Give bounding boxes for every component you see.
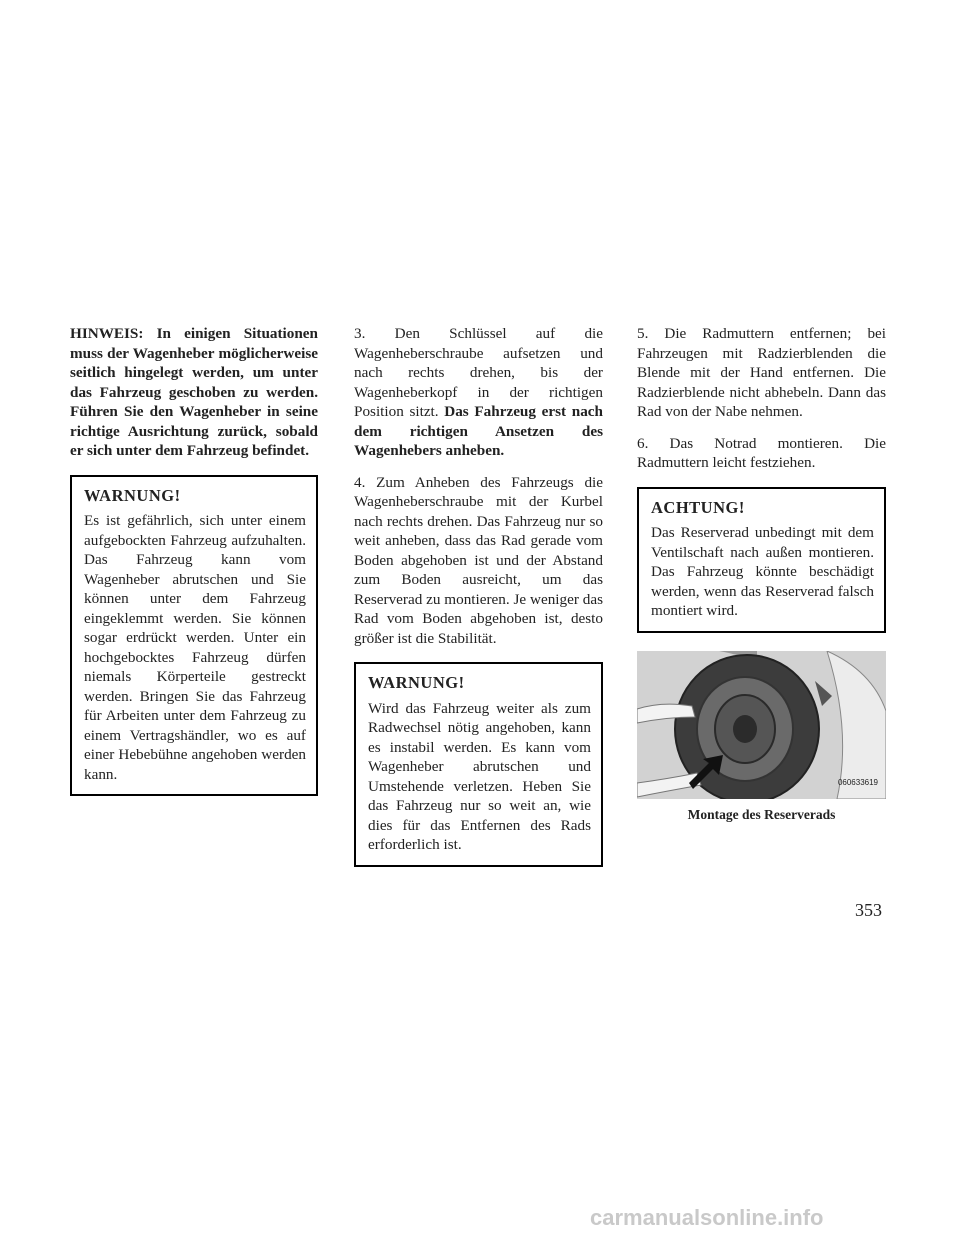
step-4-paragraph: 4. Zum Anheben des Fahrzeugs die Wagenheberschraube mit der Kurbel nach rechts drehen. Das Fahrzeug nur so weit anheben, dass das Rad gerade vom Boden abgehoben ist und der Abstand zum Boden ausreicht, um das Reserverad zu montieren. Je weniger das Rad vom Boden abgehoben ist, desto größer ist die Stabilität. — [354, 473, 603, 647]
column-1 — [70, 324, 318, 796]
column-2 — [354, 324, 603, 867]
warning-text: Es ist gefährlich, sich unter einem aufgebockten Fahrzeug aufzuhalten. Das Fahrzeug kann vom Wagenheber abrutschen und Sie können unter dem Fahrzeug eingeklemmt werden. Sie können sogar erdrückt werden. Unter ein hochgebocktes Fahrzeug dürfen niemals Körperteile gestreckt werden. Bringen Sie das Fahrzeug für Arbeiten unter dem Fahrzeug zu einem Vertragshändler, wo es auf einer Hebebühne angehoben werden kann. — [84, 512, 306, 783]
step-6-paragraph: 6. Das Notrad montieren. Die Radmuttern leicht festziehen. — [637, 434, 886, 471]
note-paragraph: HINWEIS: In einigen Situationen muss der Wagenheber möglicherweise seitlich hingelegt werden, um unter das Fahrzeug geschoben zu werden. Führen Sie den Wagenheber in seine richtige Ausrichtung zurück, sobald er sich unter dem Fahrzeug befindet. — [70, 325, 318, 459]
warning-box-2 — [354, 662, 603, 867]
column-3 — [637, 324, 886, 824]
warning-box-1 — [70, 475, 318, 797]
caution-text: Das Reserverad unbedingt mit dem Ventilschaft nach außen montieren. Das Fahrzeug könnte beschädigt werden, wenn das Reserverad falsch montiert wird. — [651, 524, 874, 619]
warning-title: WARNUNG! — [84, 485, 181, 505]
warning-title: WARNUNG! — [368, 673, 465, 692]
step-3-paragraph — [354, 324, 603, 461]
figure-code: 060633619 — [837, 778, 878, 787]
caution-box — [637, 487, 886, 633]
caution-title: ACHTUNG! — [651, 497, 745, 517]
figure-caption: Montage des Reserverads — [687, 806, 836, 822]
step-3-bold: Das Fahrzeug erst nach dem richtigen Ansetzen des Wagenhebers anheben. — [354, 403, 603, 459]
spare-tire-illustration — [637, 651, 886, 799]
warning-text: Wird das Fahrzeug weiter als zum Radwechsel nötig angehoben, kann es instabil werden. Es kann vom Wagenheber abrutschen und Umstehende verletzen. Heben Sie das Fahrzeug nur so weit an, wie dies für das Entfernen des Rads erforderlich ist. — [368, 699, 591, 853]
step-3-text: 3. Den Schlüssel auf die Wagenheberschraube aufsetzen und nach rechts drehen, bis der Wagenheberkopf in der richtigen Position sitzt. — [354, 325, 603, 420]
page-number: 353 — [855, 900, 882, 920]
step-5-paragraph: 5. Die Radmuttern entfernen; bei Fahrzeugen mit Radzierblenden die Blende mit der Hand entfernen. Die Radzierblende nicht abhebeln. Dann das Rad von der Nabe nehmen. — [637, 325, 886, 420]
watermark: carmanualsonline.info — [590, 1205, 824, 1230]
